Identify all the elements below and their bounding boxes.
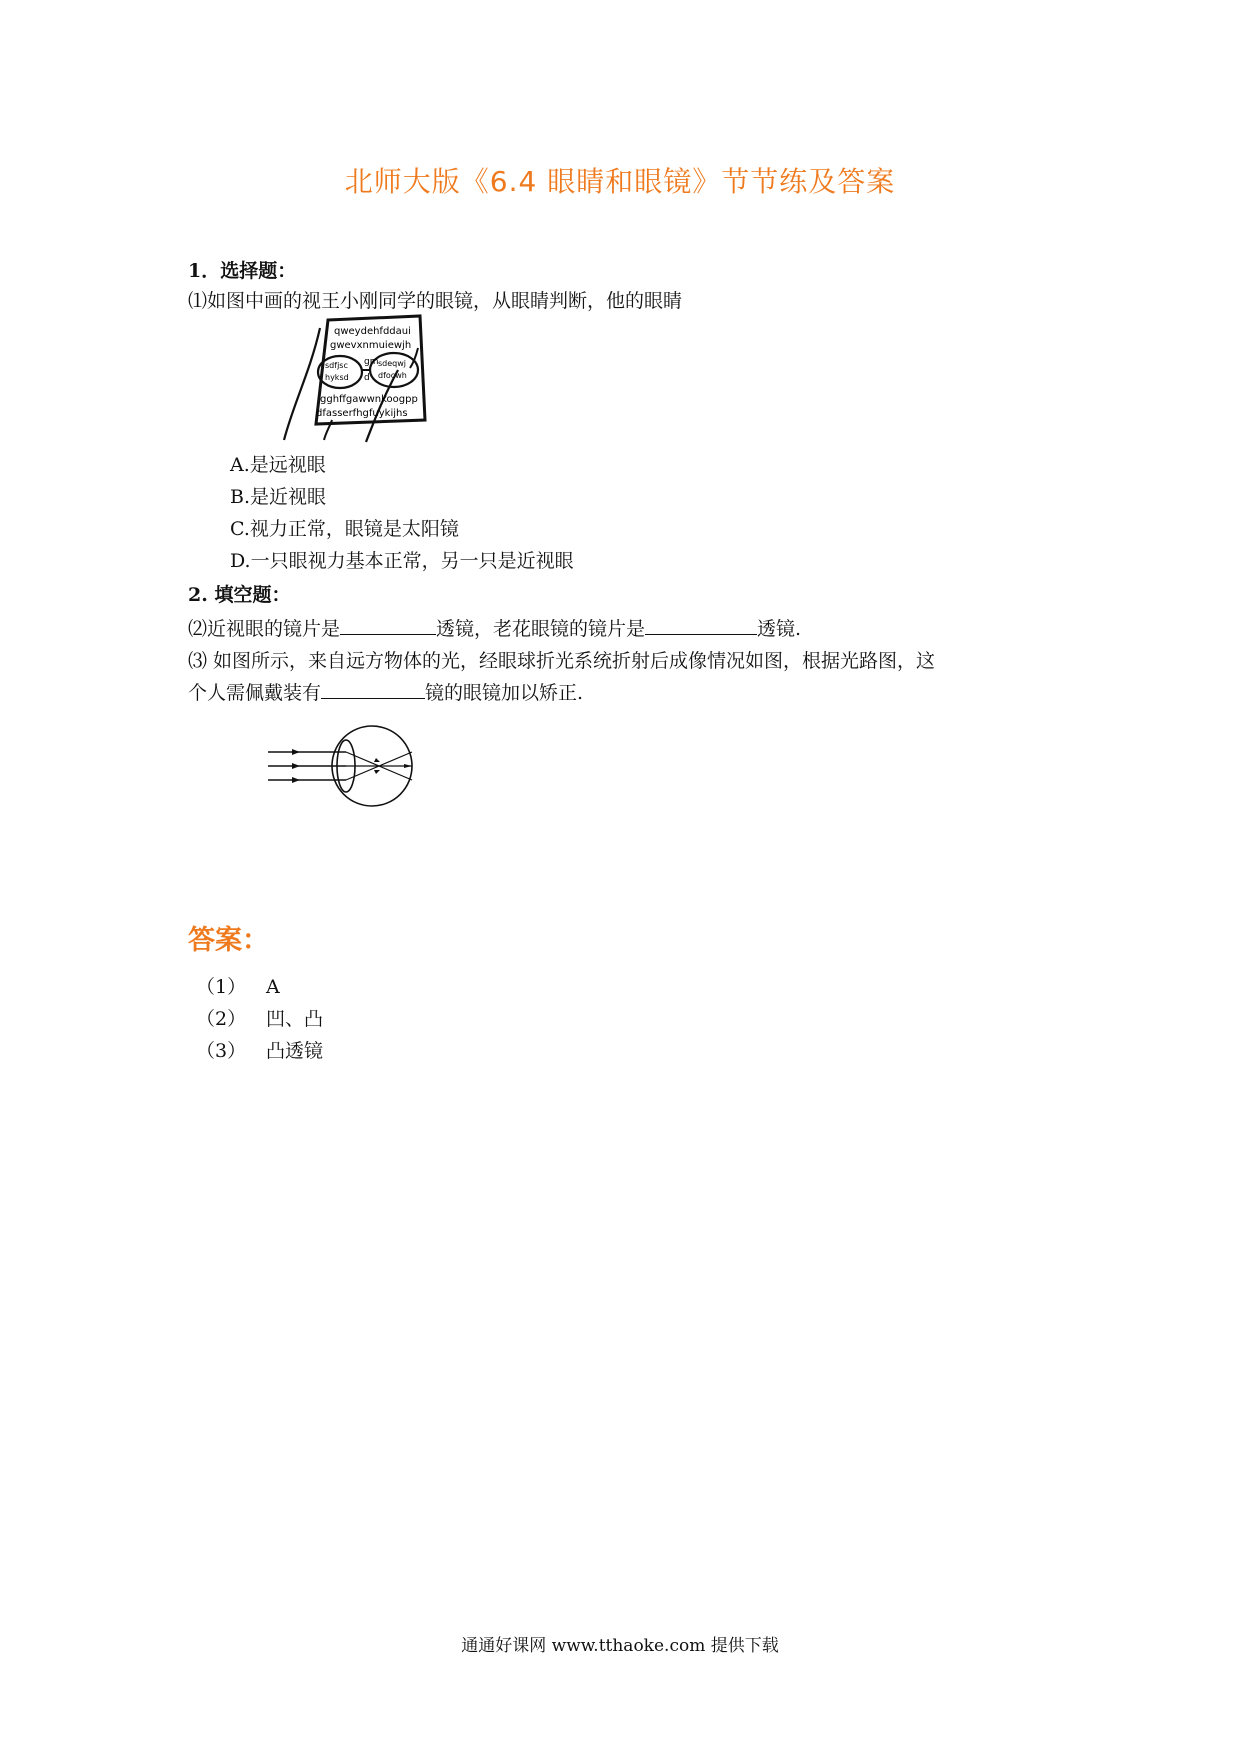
figure-mid-2: d xyxy=(364,373,370,383)
answers-heading: 答案： xyxy=(188,925,269,956)
figure-left-lens-1: sdfjsc xyxy=(325,361,348,370)
figure-text-line5: dfasserfhgfuykijhs xyxy=(316,408,408,419)
answer-row-2 xyxy=(196,1004,323,1031)
question-3-part-a: 个人需佩戴装有 xyxy=(188,682,322,704)
glasses-figure xyxy=(280,312,430,444)
figure-right-lens-2: dfocwh xyxy=(378,371,407,380)
question-3-line-1: ⑶ 如图所示，来自远方物体的光，经眼球折光系统折射后成像情况如图，根据光路图，这 xyxy=(188,650,936,672)
figure-text-line2: gwevxnmuiewjh xyxy=(330,340,412,351)
question-2-part-c: 透镜. xyxy=(757,618,802,640)
answer-blank-2 xyxy=(645,616,757,635)
option-a: A.是远视眼 xyxy=(230,454,326,476)
footer-text: 通通好课网 www.tthaoke.com 提供下载 xyxy=(461,1636,779,1656)
option-d: D.一只眼视力基本正常，另一只是近视眼 xyxy=(230,550,574,572)
answer-text: A xyxy=(266,976,280,998)
answer-blank-1 xyxy=(340,616,436,635)
question-3-part-b: 镜的眼镜加以矫正. xyxy=(425,682,584,704)
page-title: 北师大版《6.4 眼睛和眼镜》节节练及答案 xyxy=(344,165,896,198)
question-3-line-2 xyxy=(188,678,583,705)
question-2 xyxy=(188,614,801,641)
answer-number: （2） xyxy=(196,1008,247,1030)
figure-text-line1: qweydehfddaui xyxy=(334,326,411,337)
figure-left-lens-2: hyksd xyxy=(325,373,349,382)
eye-ray-diagram xyxy=(264,718,444,818)
figure-right-lens-1: sdeqwj xyxy=(378,359,407,368)
figure-mid-1: gm xyxy=(364,357,379,367)
answer-blank-3 xyxy=(321,680,425,699)
answer-number: （3） xyxy=(196,1040,247,1062)
section-1-heading: 1．选择题： xyxy=(188,260,297,282)
answer-row-3 xyxy=(196,1036,323,1063)
answer-text: 凹、凸 xyxy=(266,1008,324,1030)
question-2-part-b: 透镜，老花眼镜的镜片是 xyxy=(436,618,646,640)
option-b: B.是近视眼 xyxy=(230,486,327,508)
answer-text: 凸透镜 xyxy=(266,1040,324,1062)
answer-number: （1） xyxy=(196,976,247,998)
section-2-heading: 2. 填空题： xyxy=(188,584,291,606)
question-2-part-a: ⑵近视眼的镜片是 xyxy=(188,618,341,640)
option-c: C.视力正常，眼镜是太阳镜 xyxy=(230,518,459,540)
question-1-text: ⑴如图中画的视王小刚同学的眼镜，从眼睛判断，他的眼睛 xyxy=(188,290,683,312)
figure-text-line4: gghffgawwnkoogpp xyxy=(320,394,418,405)
answer-row-1 xyxy=(196,972,280,999)
